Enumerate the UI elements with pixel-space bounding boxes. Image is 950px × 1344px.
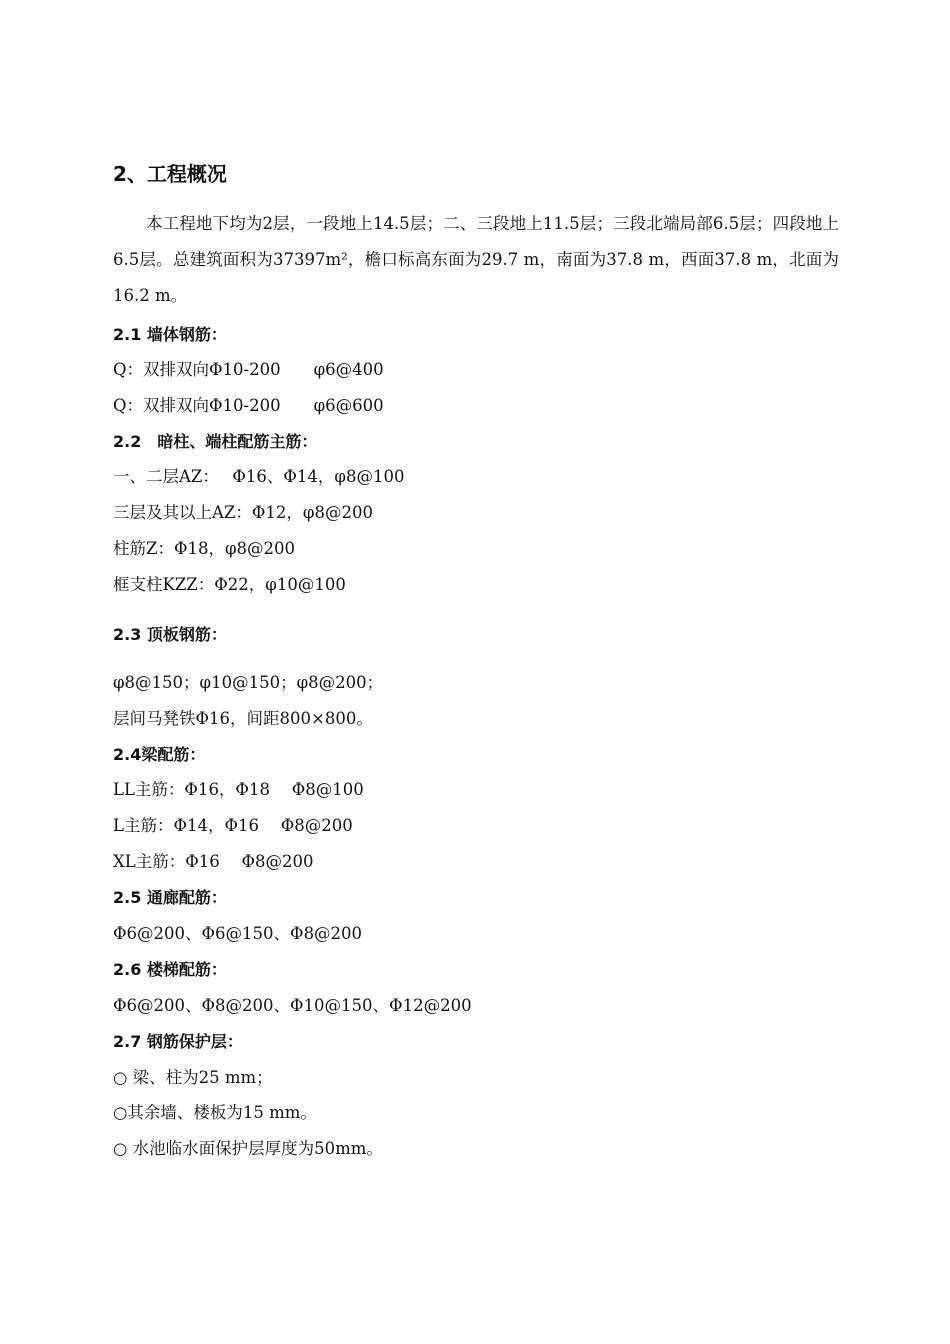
corridor-rebar-heading: 2.5 通廊配筋： — [113, 888, 227, 907]
beam-rebar-line: LL主筋：Φ16，Φ18 Φ8@100 — [113, 780, 364, 799]
section-title: 2、工程概况 — [113, 162, 227, 186]
column-rebar-line: 框支柱KZZ：Φ22，φ10@100 — [113, 575, 346, 594]
wall-rebar-heading: 2.1 墙体钢筋： — [113, 325, 227, 344]
wall-rebar-line: Q：双排双向Φ10-200 φ6@600 — [113, 396, 384, 415]
column-rebar-line: 一、二层AZ： Φ16、Φ14，φ8@100 — [113, 467, 405, 486]
column-rebar-line: 柱筋Z：Φ18，φ8@200 — [113, 539, 296, 558]
roof-slab-rebar-heading: 2.3 顶板钢筋： — [113, 625, 227, 644]
stair-rebar-heading: 2.6 楼梯配筋： — [113, 960, 227, 979]
corridor-rebar-line: Φ6@200、Φ6@150、Φ8@200 — [113, 924, 363, 943]
beam-rebar-line: XL主筋：Φ16 Φ8@200 — [113, 852, 314, 871]
rebar-cover-line: ○ 梁、柱为25 mm； — [113, 1068, 273, 1087]
stair-rebar-line: Φ6@200、Φ8@200、Φ10@150、Φ12@200 — [113, 996, 472, 1015]
rebar-cover-line: ○ 水池临水面保护层厚度为50mm。 — [113, 1139, 383, 1158]
project-overview-paragraph: 本工程地下均为2层，一段地上14.5层；二、三段地上11.5层；三段北端局部6.5层；四段地上6.5层。总建筑面积为37397m²，檐口标高东面为29.7 m，南面为37.8 m，西面37.8 m，北面为16.2 m。 — [113, 214, 839, 305]
beam-rebar-line: L主筋：Φ14，Φ16 Φ8@200 — [113, 816, 353, 835]
rebar-cover-heading: 2.7 钢筋保护层： — [113, 1032, 243, 1051]
column-rebar-line: 三层及其以上AZ：Φ12，φ8@200 — [113, 503, 373, 522]
wall-rebar-line: Q：双排双向Φ10-200 φ6@400 — [113, 360, 384, 379]
rebar-cover-line: ○其余墙、楼板为15 mm。 — [113, 1103, 317, 1122]
roof-slab-rebar-line: φ8@150；φ10@150；φ8@200； — [113, 673, 384, 692]
beam-rebar-heading: 2.4梁配筋： — [113, 745, 206, 764]
roof-slab-rebar-line: 层间马凳铁Φ16，间距800×800。 — [113, 709, 373, 728]
column-rebar-heading: 2.2 暗柱、端柱配筋主筋： — [113, 432, 318, 451]
